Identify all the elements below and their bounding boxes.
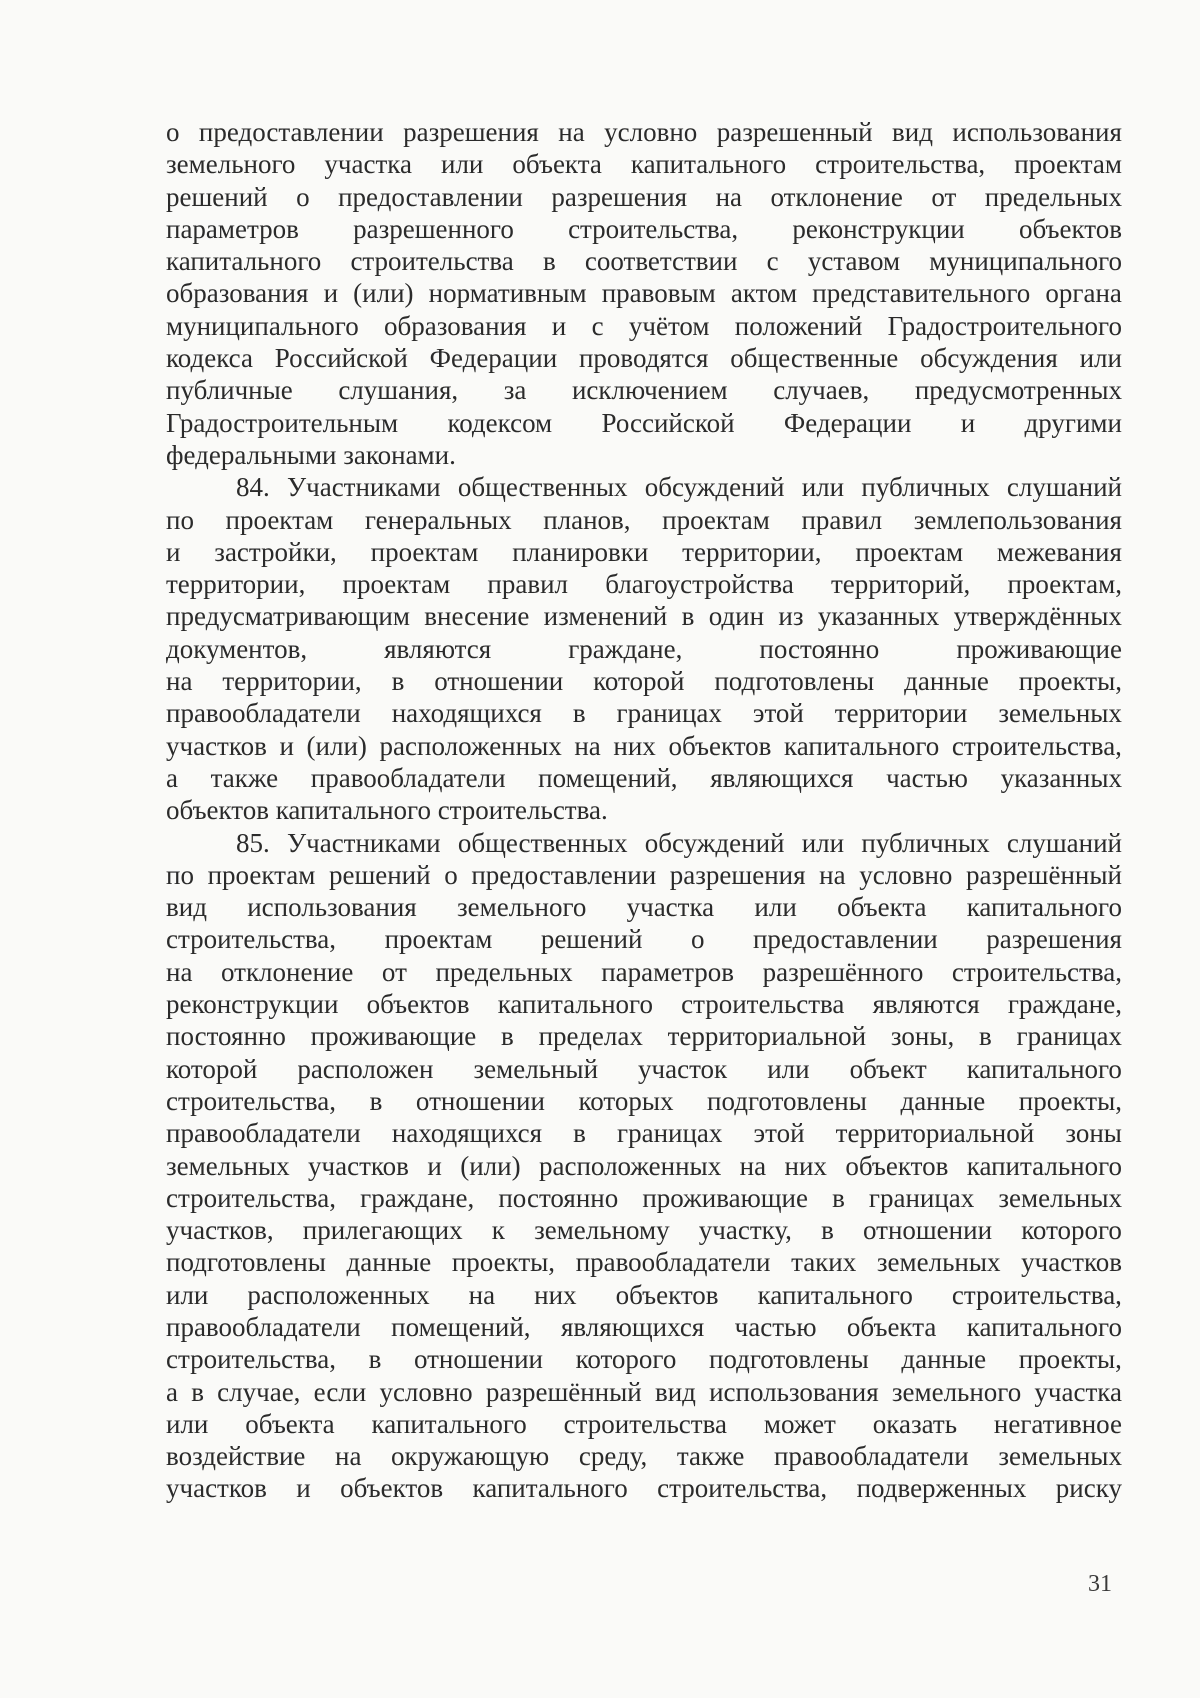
text-line: по проектам генеральных планов, проектам правил землепользования xyxy=(166,504,1122,535)
text-line: или расположенных на них объектов капитального строительства, xyxy=(166,1279,1122,1310)
text-line: по проектам решений о предоставлении разрешения на условно разрешённый xyxy=(166,859,1122,890)
text-line: образования и (или) нормативным правовым актом представительного органа xyxy=(166,278,1122,309)
text-line: кодекса Российской Федерации проводятся общественные обсуждения или xyxy=(166,343,1122,374)
text-line: подготовлены данные проекты, правообладатели таких земельных участков xyxy=(166,1247,1122,1278)
text-line: воздействие на окружающую среду, также правообладатели земельных xyxy=(166,1441,1122,1472)
text-line: о предоставлении разрешения на условно разрешенный вид использования xyxy=(166,117,1122,147)
text-line: строительства, в отношении которого подготовлены данные проекты, xyxy=(166,1344,1122,1375)
body-text xyxy=(166,116,1122,1505)
text-line: публичные слушания, за исключением случаев, предусмотренных xyxy=(166,375,1122,406)
text-line: правообладатели находящихся в границах этой территориальной зоны xyxy=(166,1118,1122,1149)
text-line: федеральными законами. xyxy=(166,439,456,470)
text-line: земельного участка или объекта капитального строительства, проектам xyxy=(166,149,1122,180)
text-line: реконструкции объектов капитального строительства являются граждане, xyxy=(166,989,1122,1020)
text-line: а также правообладатели помещений, являющихся частью указанных xyxy=(166,762,1122,793)
text-line: вид использования земельного участка или объекта капитального xyxy=(166,892,1122,923)
text-line: объектов капитального строительства. xyxy=(166,795,608,826)
text-line: строительства, граждане, постоянно проживающие в границах земельных xyxy=(166,1182,1122,1213)
text-line: капитального строительства в соответствии с уставом муниципального xyxy=(166,246,1122,277)
text-line: и застройки, проектам планировки территории, проектам межевания xyxy=(166,536,1122,567)
text-line: 84. Участниками общественных обсуждений или публичных слушаний xyxy=(236,472,1122,503)
text-line: правообладатели помещений, являющихся частью объекта капитального xyxy=(166,1311,1122,1342)
text-line: которой расположен земельный участок или объект капитального xyxy=(166,1053,1122,1084)
text-line: документов, являются граждане, постоянно проживающие xyxy=(166,633,1122,664)
page-number: 31 xyxy=(1088,1571,1112,1597)
text-line: на территории, в отношении которой подготовлены данные проекты, xyxy=(166,666,1122,697)
text-line: муниципального образования и с учётом положений Градостроительного xyxy=(166,310,1122,341)
text-line: а в случае, если условно разрешённый вид использования земельного участка xyxy=(166,1376,1122,1407)
text-line: параметров разрешенного строительства, реконструкции объектов xyxy=(166,213,1122,244)
text-line: Градостроительным кодексом Российской Федерации и другими xyxy=(166,407,1122,438)
text-line: на отклонение от предельных параметров разрешённого строительства, xyxy=(166,956,1122,987)
text-line: территории, проектам правил благоустройства территорий, проектам, xyxy=(166,569,1122,600)
text-line: строительства, в отношении которых подготовлены данные проекты, xyxy=(166,1085,1122,1116)
text-line: 85. Участниками общественных обсуждений или публичных слушаний xyxy=(236,827,1122,858)
text-line: земельных участков и (или) расположенных на них объектов капитального xyxy=(166,1150,1122,1181)
text-line: постоянно проживающие в пределах территориальной зоны, в границах xyxy=(166,1021,1122,1052)
text-line: участков и (или) расположенных на них объектов капитального строительства, xyxy=(166,730,1122,761)
text-line: правообладатели находящихся в границах этой территории земельных xyxy=(166,698,1122,729)
text-line: участков, прилегающих к земельному участку, в отношении которого xyxy=(166,1215,1122,1246)
text-line: строительства, проектам решений о предоставлении разрешения xyxy=(166,924,1122,955)
text-line: или объекта капитального строительства может оказать негативное xyxy=(166,1408,1122,1439)
text-line: решений о предоставлении разрешения на отклонение от предельных xyxy=(166,181,1122,212)
text-line: предусматривающим внесение изменений в один из указанных утверждённых xyxy=(166,601,1122,632)
text-line: участков и объектов капитального строительства, подверженных риску xyxy=(166,1473,1122,1504)
